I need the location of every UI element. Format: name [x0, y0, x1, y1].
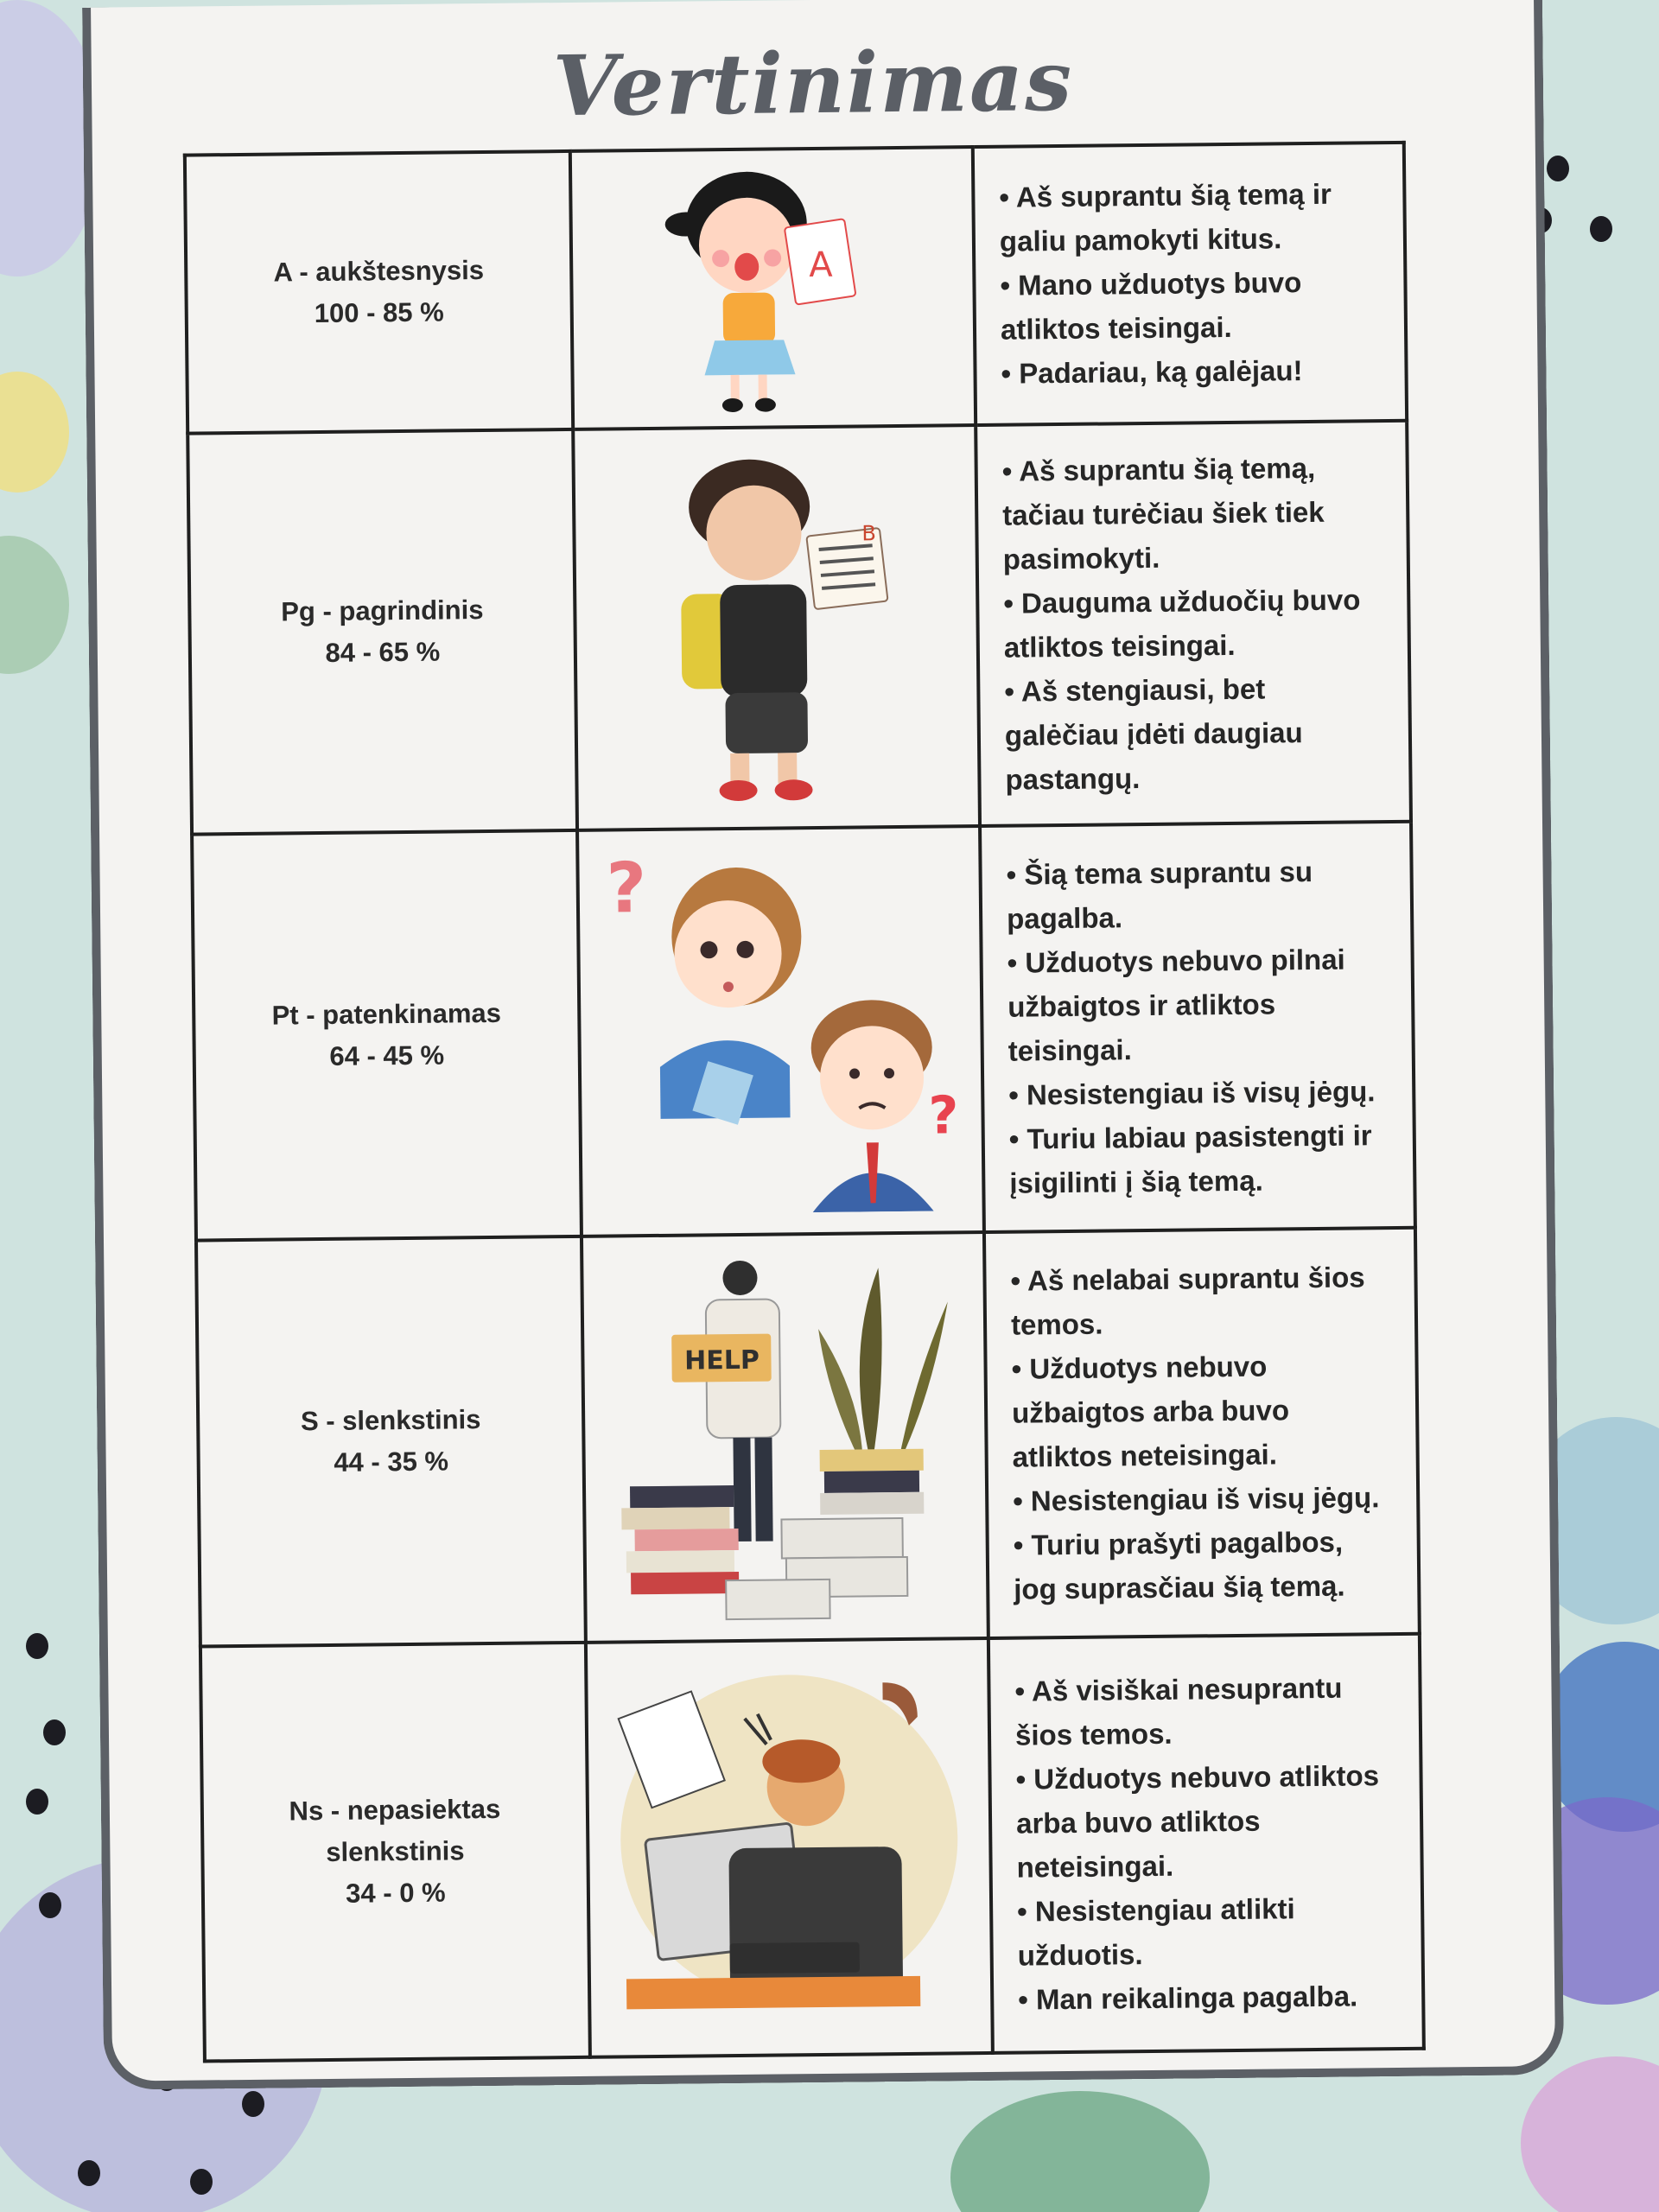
table-row: [185, 143, 1407, 433]
description-line: temos.: [1010, 1307, 1103, 1341]
help-sign-text: HELP: [683, 1344, 760, 1376]
description-line: • Užduotys nebuvo: [1011, 1350, 1268, 1385]
grade-cell: [192, 830, 582, 1240]
description-cell: [988, 1634, 1424, 2053]
description-line: arba buvo atliktos: [1015, 1804, 1261, 1840]
description-line: užbaigtos arba buvo: [1011, 1394, 1290, 1429]
page-title: Vertinimas: [552, 31, 1074, 136]
description-line: neteisingai.: [1016, 1849, 1174, 1884]
description-line: • Padariau, ką galėjau!: [1001, 354, 1303, 391]
description-line: • Dauguma užduočių buvo: [1003, 583, 1361, 620]
illustration-cell: [582, 1232, 988, 1643]
table-row: [192, 822, 1415, 1241]
table-row: [200, 1634, 1424, 2062]
illustration-cell: [573, 425, 980, 831]
stressed-worker-illustration: [614, 1664, 963, 2031]
grade-cell: [196, 1236, 586, 1646]
grade-label-continued: slenkstinis: [326, 1835, 465, 1867]
description-line: • Užduotys nebuvo atliktos: [1015, 1759, 1380, 1796]
girl-illustration: [659, 162, 887, 415]
table-row: [188, 421, 1411, 835]
description-line: užbaigtos ir atliktos: [1007, 988, 1276, 1023]
grade-range: 64 - 45 %: [329, 1039, 445, 1072]
svg-text:?: ?: [606, 848, 647, 929]
grade-label: S - slenkstinis: [300, 1404, 481, 1437]
description-line: atliktos neteisingai.: [1012, 1438, 1278, 1473]
description-line: • Aš stengiausi, bet: [1004, 672, 1266, 708]
description-line: • Aš suprantu šią temą,: [1001, 451, 1316, 487]
description-line: • Aš nelabai suprantu šios: [1010, 1261, 1365, 1297]
description-line: pagalba.: [1006, 901, 1123, 935]
grade-cell: [185, 151, 573, 433]
description-line: galiu pamokyti kitus.: [999, 222, 1282, 258]
description-line: • Mano užduotys buvo: [1000, 266, 1302, 302]
description-line: atliktos teisingai.: [1000, 311, 1232, 346]
description-line: • Nesistengiau iš visų jėgų.: [1008, 1075, 1376, 1111]
description-line: atliktos teisingai.: [1003, 628, 1236, 664]
description-line: • Turiu prašyti pagalbos,: [1013, 1525, 1344, 1561]
description-line: užduotis.: [1017, 1938, 1143, 1972]
description-line: • Man reikalinga pagalba.: [1018, 1980, 1358, 2016]
description-line: • Nesistengiau atlikti: [1016, 1892, 1295, 1928]
description-line: • Šią tema suprantu su: [1006, 855, 1313, 891]
description-line: • Aš suprantu šią temą ir: [999, 178, 1332, 214]
description-line: jog suprasčiau šią temą.: [1014, 1569, 1345, 1605]
grade-range: 44 - 35 %: [334, 1446, 449, 1478]
description-line: teisingai.: [1007, 1033, 1132, 1067]
description-line: pasimokyti.: [1002, 541, 1160, 575]
grade-label: A - aukštesnysis: [273, 254, 485, 288]
svg-text:?: ?: [928, 1085, 959, 1147]
description-line: galėčiau įdėti daugiau: [1004, 716, 1303, 752]
description-line: tačiau turėčiau šiek tiek: [1002, 495, 1325, 531]
assessment-card: [82, 0, 1564, 2090]
svg-text:A: A: [808, 245, 833, 285]
grade-range: 100 - 85 %: [314, 296, 444, 328]
grade-cell: [200, 1643, 590, 2062]
grade-range: 84 - 65 %: [325, 636, 441, 668]
svg-text:B: B: [861, 521, 877, 546]
description-line: pastangų.: [1005, 762, 1141, 796]
description-line: • Užduotys nebuvo pilnai: [1007, 943, 1345, 979]
description-line: • Aš visiškai nesuprantu: [1014, 1671, 1343, 1707]
grade-cell: [188, 429, 577, 835]
description-cell: [984, 1228, 1420, 1638]
assessment-table: [183, 141, 1426, 2063]
confused-students-illustration: [597, 849, 963, 1215]
table-row: [196, 1228, 1420, 1647]
illustration-cell: [586, 1638, 993, 2057]
description-line: • Turiu labiau pasistengti ir: [1008, 1119, 1372, 1155]
help-sign-illustration: [610, 1249, 959, 1624]
description-line: įsigilinti į šią temą.: [1009, 1164, 1263, 1199]
description-line: • Nesistengiau iš visų jėgų.: [1013, 1481, 1380, 1517]
boy-illustration: [645, 445, 907, 810]
description-cell: [973, 143, 1407, 425]
grade-label: Pg - pagrindinis: [281, 594, 484, 627]
illustration-cell: [577, 826, 984, 1236]
grade-range: 34 - 0 %: [345, 1877, 446, 1909]
description-cell: [980, 822, 1415, 1232]
grade-label: Pt - patenkinamas: [271, 998, 502, 1031]
grade-label: Ns - nepasiektas: [289, 1793, 501, 1827]
description-cell: [976, 421, 1411, 827]
illustration-cell: [570, 147, 976, 429]
description-line: šios temos.: [1014, 1717, 1173, 1751]
